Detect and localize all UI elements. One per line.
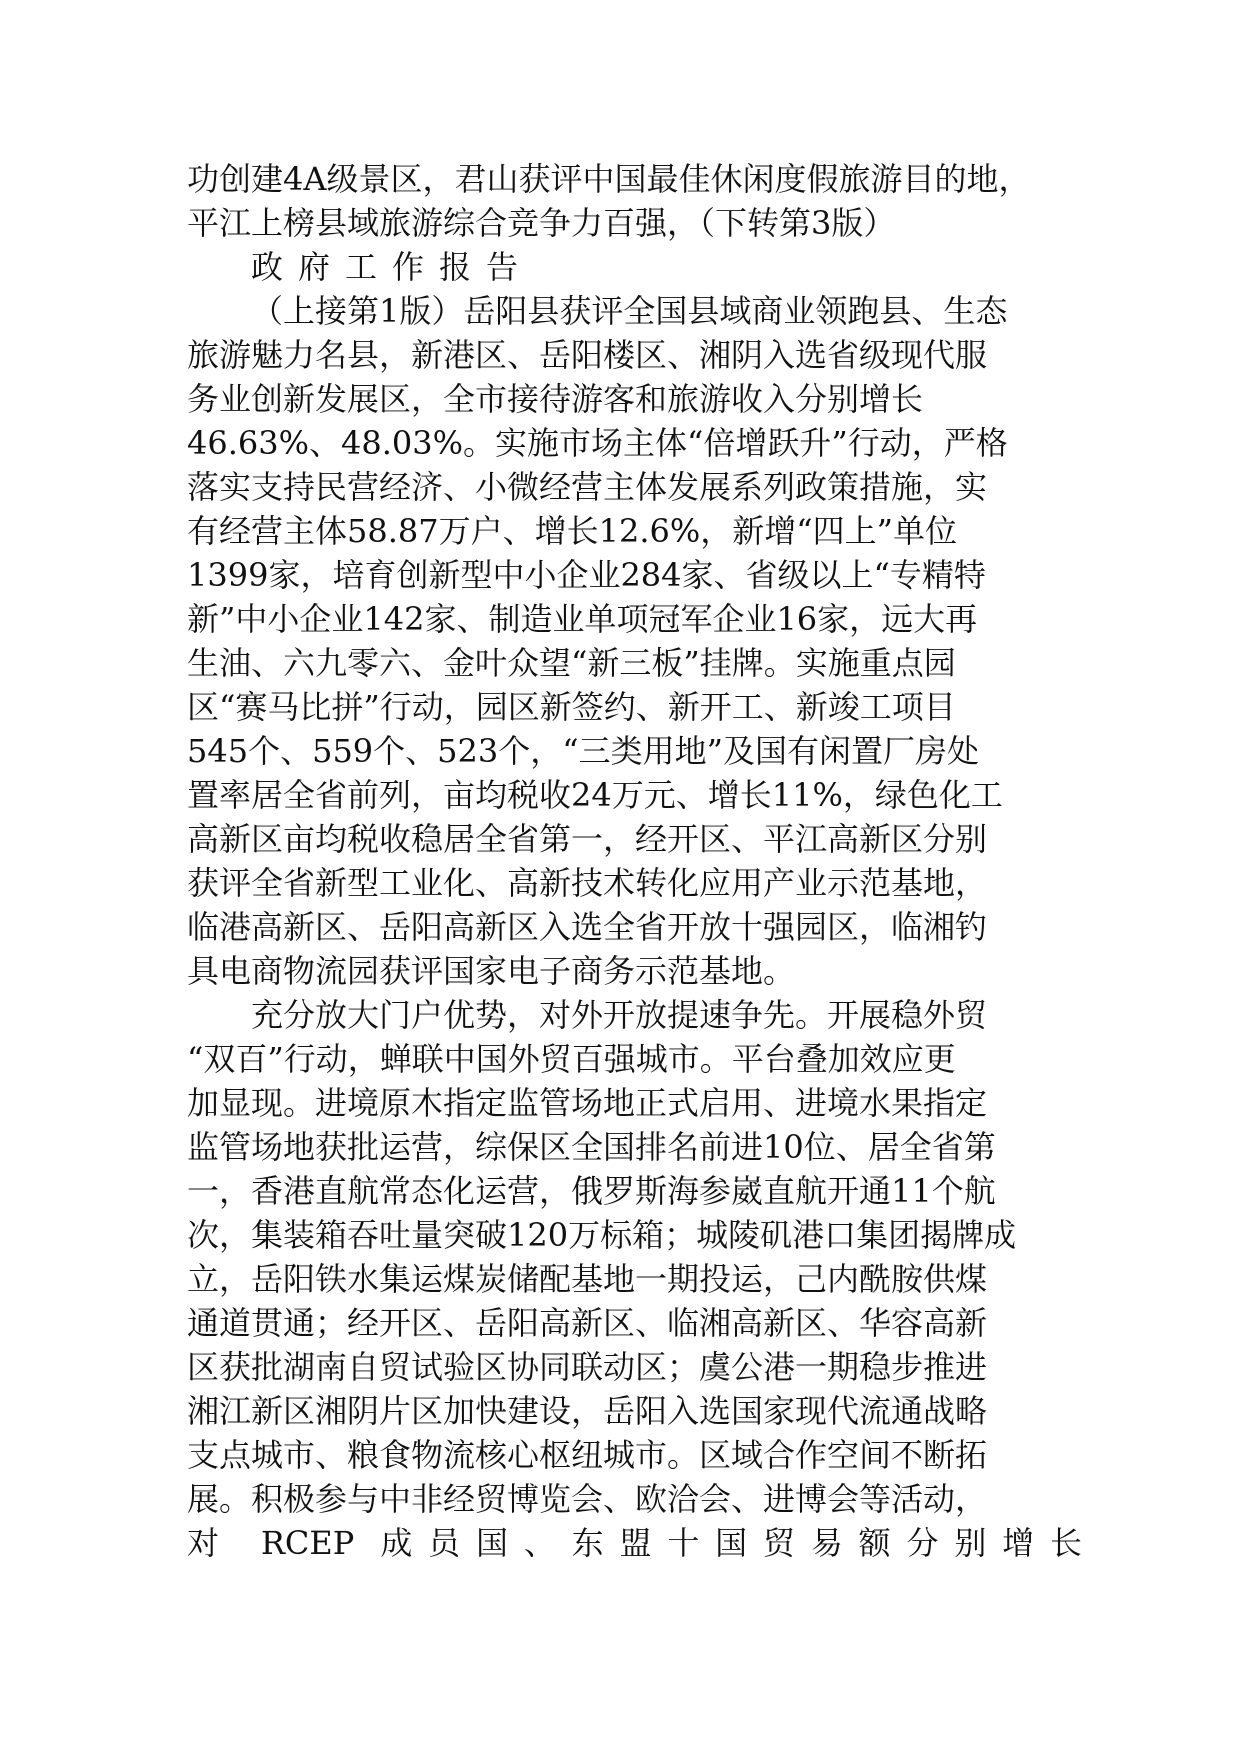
paragraph-line: 充分放大门户优势，对外开放提速争先。开展稳外贸 bbox=[251, 996, 988, 1034]
paragraph-line: 支点城市、粮食物流核心枢纽城市。区域合作空间不断拓 bbox=[187, 1436, 988, 1474]
paragraph-1 bbox=[187, 289, 1082, 993]
paragraph-line: 545个、559个、523个，“三类用地”及国有闲置厂房处 bbox=[187, 732, 979, 770]
paragraph-line: 新”中小企业142家、制造业单项冠军企业16家，远大再 bbox=[187, 600, 978, 638]
paragraph-line: 对 RCEP 成员国、东盟十国贸易额分别增长 bbox=[187, 1524, 1082, 1562]
paragraph-line: 区“赛马比拼”行动，园区新签约、新开工、新竣工项目 bbox=[187, 688, 956, 726]
continuation-line-2: 平江上榜县域旅游综合竞争力百强，（下转第3版） bbox=[187, 204, 896, 242]
paragraph-line: 生油、六九零六、金叶众望“新三板”挂牌。实施重点园 bbox=[187, 644, 956, 682]
paragraph-line: 旅游魅力名县，新港区、岳阳楼区、湘阴入选省级现代服 bbox=[187, 336, 988, 374]
paragraph-line: 具电商物流园获评国家电子商务示范基地。 bbox=[187, 952, 796, 990]
section-title: 政府工作报告 bbox=[251, 248, 534, 286]
paragraph-line: 有经营主体58.87万户、增长12.6%，新增“四上”单位 bbox=[187, 512, 957, 550]
document-page bbox=[187, 157, 1082, 1565]
paragraph-line: 一，香港直航常态化运营，俄罗斯海参崴直航开通11个航 bbox=[187, 1172, 996, 1210]
paragraph-line: 通道贯通；经开区、岳阳高新区、临湘高新区、华容高新 bbox=[187, 1304, 988, 1342]
paragraph-line: 置率居全省前列，亩均税收24万元、增长11%，绿色化工 bbox=[187, 776, 1003, 814]
paragraph-line: 落实支持民营经济、小微经营主体发展系列政策措施，实 bbox=[187, 468, 988, 506]
paragraph-line: 获评全省新型工业化、高新技术转化应用产业示范基地， bbox=[187, 864, 988, 902]
paragraph-line: 加显现。进境原木指定监管场地正式启用、进境水果指定 bbox=[187, 1084, 988, 1122]
paragraph-line: 湘江新区湘阴片区加快建设，岳阳入选国家现代流通战略 bbox=[187, 1392, 988, 1430]
paragraph-line: 高新区亩均税收稳居全省第一，经开区、平江高新区分别 bbox=[187, 820, 988, 858]
paragraph-line: 立，岳阳铁水集运煤炭储配基地一期投运，己内酰胺供煤 bbox=[187, 1260, 988, 1298]
paragraph-line: 46.63%、48.03%。实施市场主体“倍增跃升”行动，严格 bbox=[187, 424, 1008, 462]
paragraph-line: 区获批湖南自贸试验区协同联动区；虞公港一期稳步推进 bbox=[187, 1348, 988, 1386]
paragraph-line: 务业创新发展区，全市接待游客和旅游收入分别增长 bbox=[187, 380, 924, 418]
paragraph-line: “双百”行动，蝉联中国外贸百强城市。平台叠加效应更 bbox=[187, 1040, 956, 1078]
paragraph-line: 临港高新区、岳阳高新区入选全省开放十强园区，临湘钓 bbox=[187, 908, 988, 946]
continuation-line-1: 功创建4A级景区，君山获评中国最佳休闲度假旅游目的地， bbox=[187, 160, 1031, 198]
paragraph-2 bbox=[187, 993, 1082, 1565]
paragraph-line: 次，集装箱吞吐量突破120万标箱；城陵矶港口集团揭牌成 bbox=[187, 1216, 1017, 1254]
paragraph-line: （上接第1版）岳阳县获评全国县域商业领跑县、生态 bbox=[251, 292, 1008, 330]
paragraph-line: 展。积极参与中非经贸博览会、欧洽会、进博会等活动， bbox=[187, 1480, 988, 1518]
paragraph-line: 1399家，培育创新型中小企业284家、省级以上“专精特 bbox=[187, 556, 986, 594]
paragraph-line: 监管场地获批运营，综保区全国排名前进10位、居全省第 bbox=[187, 1128, 996, 1166]
